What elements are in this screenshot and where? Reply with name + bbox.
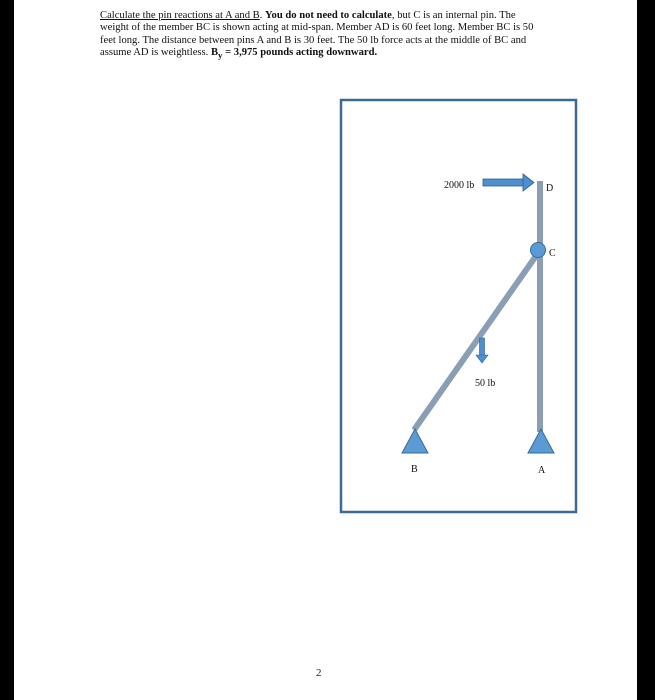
label-c: C [549, 248, 556, 259]
weight-arrow-shaft [480, 338, 485, 356]
problem-bold-instruction: You do not need to calculate [265, 10, 392, 21]
weight-arrow-head [476, 355, 488, 363]
pin-c [531, 243, 546, 258]
problem-details: , but C is an internal pin. The weight of the member BC is shown acting at mid-span. Member AD is 60 feet long. Member BC is 50 feet long. The distance between pins A and B is 30 feet. The 50 lb force acts at the middle of BC and assume AD is weightless. [100, 10, 534, 58]
force-label: 2000 lb [444, 180, 475, 191]
label-a: A [538, 465, 546, 476]
weight-label: 50 lb [475, 378, 496, 389]
page-number: 2 [316, 667, 322, 679]
label-d: D [546, 183, 554, 194]
by-result: $B_y = 3,975$ pounds acting downward. [210, 46, 378, 60]
support-b [402, 429, 428, 453]
force-arrow-head [523, 174, 534, 191]
support-a [528, 429, 554, 453]
force-arrow-shaft [483, 179, 525, 186]
problem-statement: Calculate the pin reactions at A and B. You do not need to calculate, but C is an internal pin. The weight of the member BC is shown acting at mid-span. Member AD is 60 feet long. Member BC is 50 feet long. The distance between pins A and B is 30 feet. The 50 lb force acts at the middle of BC and assume AD is weightless. $B_y = 3,975$ pounds acting downward. [100, 10, 534, 60]
member-bc [414, 253, 538, 430]
label-b: B [411, 464, 418, 475]
document-page [14, 0, 637, 700]
problem-task: Calculate the pin reactions at A and B [100, 10, 260, 21]
truss-figure [14, 0, 637, 700]
